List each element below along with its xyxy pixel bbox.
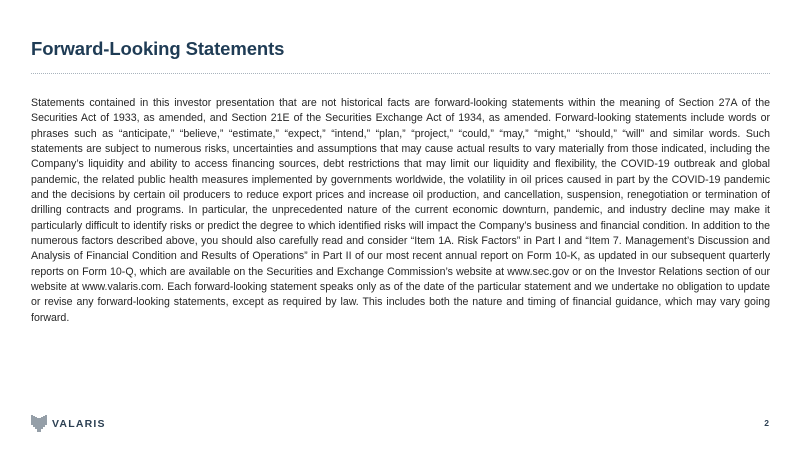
forward-looking-statement-text: Statements contained in this investor presentation that are not historical facts are forward-looking statements within the meaning of Section 27A of the Securities Act of 1933, as amended, and Section 21E of the Securities Exchange Act of 1934, as amended. Forward-looking statements include words or phrases such as “anticipate,” “believe,” “estimate,” “expect,” “intend,” “plan,” “project,” “could,” “may,” “might,” “should,” “will” and similar words. Such statements are subject to numerous risks, uncertainties and assumptions that may cause actual results to vary materially from those indicated, including the Company’s liquidity and ability to access financing sources, debt restrictions that may limit our liquidity and flexibility, the COVID-19 outbreak and global pandemic, the related public health measures implemented by governments worldwide, the volatility in oil prices caused in part by the COVID-19 pandemic and the decisions by certain oil producers to reduce export prices and increase oil production, and cancellation, suspension, renegotiation or termination of drilling contracts and programs. In particular, the unprecedented nature of the current economic downturn, pandemic, and industry decline may make it particularly difficult to identify risks or predict the degree to which identified risks will impact the Company’s business and financial condition. In addition to the numerous factors described above, you should also carefully read and consider “Item 1A. Risk Factors” in Part I and “Item 7. Management’s Discussion and Analysis of Financial Condition and Results of Operations” in Part II of our most recent annual report on Form 10-K, as updated in our subsequent quarterly reports on Form 10-Q, which are available on the Securities and Exchange Commission’s website at www.sec.gov or on the Investor Relations section of our website at www.valaris.com. Each forward-looking statement speaks only as of the date of the particular statement and we undertake no obligation to update or revise any forward-looking statements, except as required by law. This includes both the nature and timing of financial guidance, which may vary going forward.	[31, 97, 770, 324]
valaris-logo	[31, 413, 106, 435]
page-title: Forward-Looking Statements	[31, 38, 285, 59]
valaris-logo-icon	[31, 413, 47, 435]
page-number: 2	[764, 418, 769, 428]
title-divider	[31, 73, 770, 74]
logo-wordmark: VALARIS	[52, 418, 106, 430]
